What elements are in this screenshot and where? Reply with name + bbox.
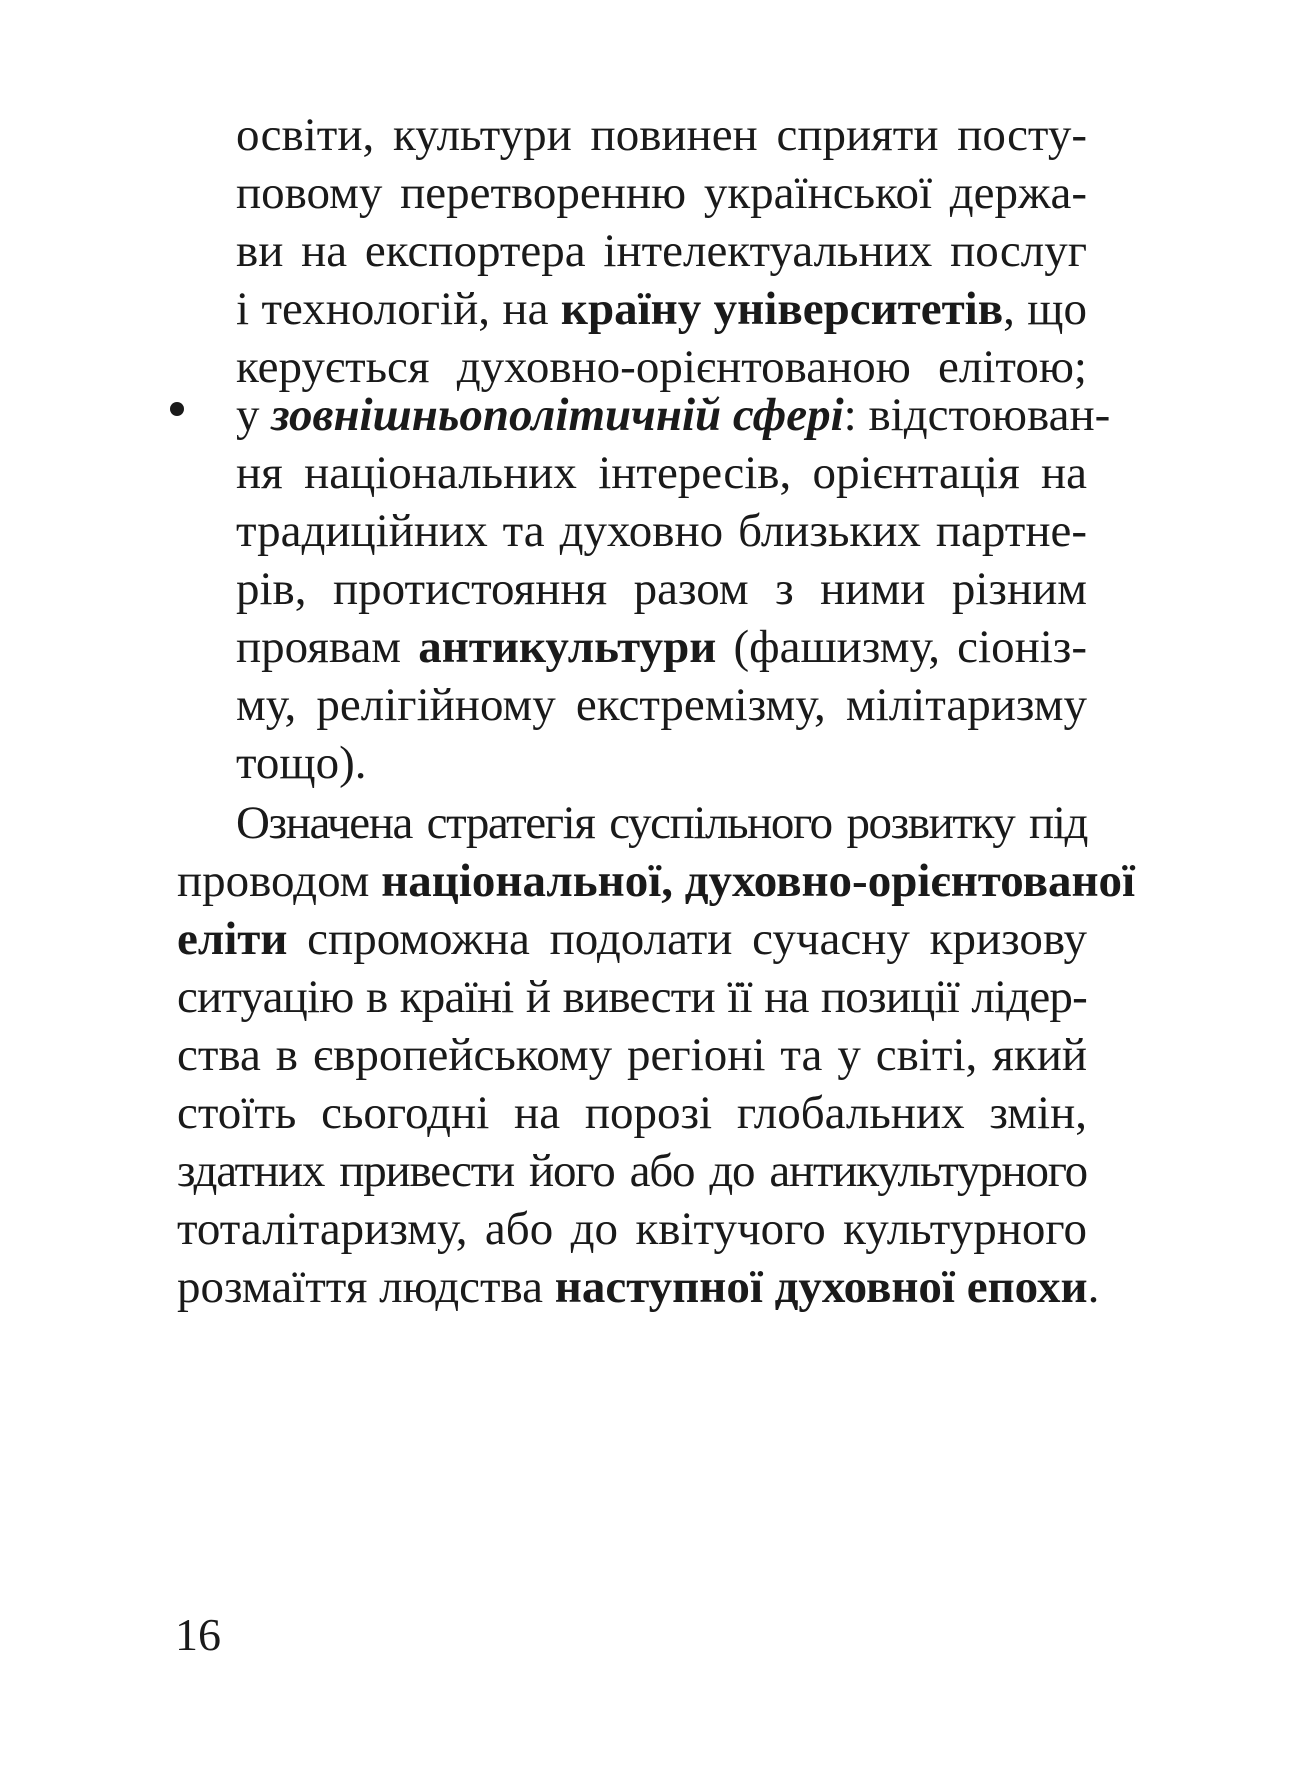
- emphasis-countries-of-universities: країну університетів: [560, 283, 1004, 335]
- text-span: .: [1087, 1261, 1100, 1313]
- text-line: ви на експортера інтелектуальних послуг: [236, 225, 1087, 277]
- text-span: (фашизму, сіоніз-: [716, 621, 1087, 673]
- text-line: [236, 621, 1087, 673]
- text-line: ня національних інтересів, орієнтація на: [236, 447, 1087, 499]
- emphasis-anticulture: антикультури: [418, 621, 717, 673]
- text-line: тоталітаризму, або до квітучого культурного: [177, 1203, 1087, 1255]
- text-span: : відстоюван-: [843, 389, 1111, 441]
- text-span: у: [236, 389, 272, 441]
- text-line: [177, 1261, 1100, 1313]
- text-line: ситуацію в країні й вивести її на позиції лідер-: [177, 971, 1087, 1023]
- text-line: [177, 855, 1136, 907]
- page-number: 16: [175, 1609, 221, 1660]
- emphasis-national-elite: національної, духовно-орієнтованої: [381, 855, 1136, 907]
- text-line: му, релігійному екстремізму, мілітаризму: [236, 679, 1087, 731]
- text-line: Означена стратегія суспільного розвитку під: [236, 797, 1087, 849]
- text-span: розмаїття людства: [177, 1261, 555, 1313]
- text-line: ства в європейському регіоні та у світі, який: [177, 1029, 1087, 1081]
- text-line: здатних привести його або до антикультурного: [177, 1145, 1087, 1197]
- text-span: спроможна подолати сучасну кризову: [287, 913, 1087, 965]
- text-line: керується духовно-орієнтованою елітою;: [236, 341, 1087, 393]
- emphasis-foreign-policy-sphere: зовнішньополітичній сфері: [271, 389, 844, 441]
- emphasis-elite: еліти: [177, 913, 288, 965]
- text-span: проводом: [177, 855, 382, 907]
- text-line: [236, 389, 1111, 441]
- text-line: освіти, культури повинен сприяти посту-: [236, 109, 1087, 161]
- text-line: стоїть сьогодні на порозі глобальних змін,: [177, 1087, 1087, 1139]
- text-line: [236, 283, 1088, 335]
- text-span: , що: [1003, 283, 1088, 335]
- text-line: тощо).: [236, 737, 367, 789]
- text-line: повому перетворенню української держа-: [236, 167, 1087, 219]
- text-line: [177, 913, 1087, 965]
- text-span: проявам: [236, 621, 419, 673]
- bullet-icon: [170, 402, 184, 416]
- text-span: і технологій, на: [236, 283, 561, 335]
- text-line: рів, протистояння разом з ними різним: [236, 563, 1087, 615]
- text-line: традиційних та духовно близьких партне-: [236, 505, 1087, 557]
- emphasis-next-spiritual-epoch: наступної духовної епохи: [554, 1261, 1088, 1313]
